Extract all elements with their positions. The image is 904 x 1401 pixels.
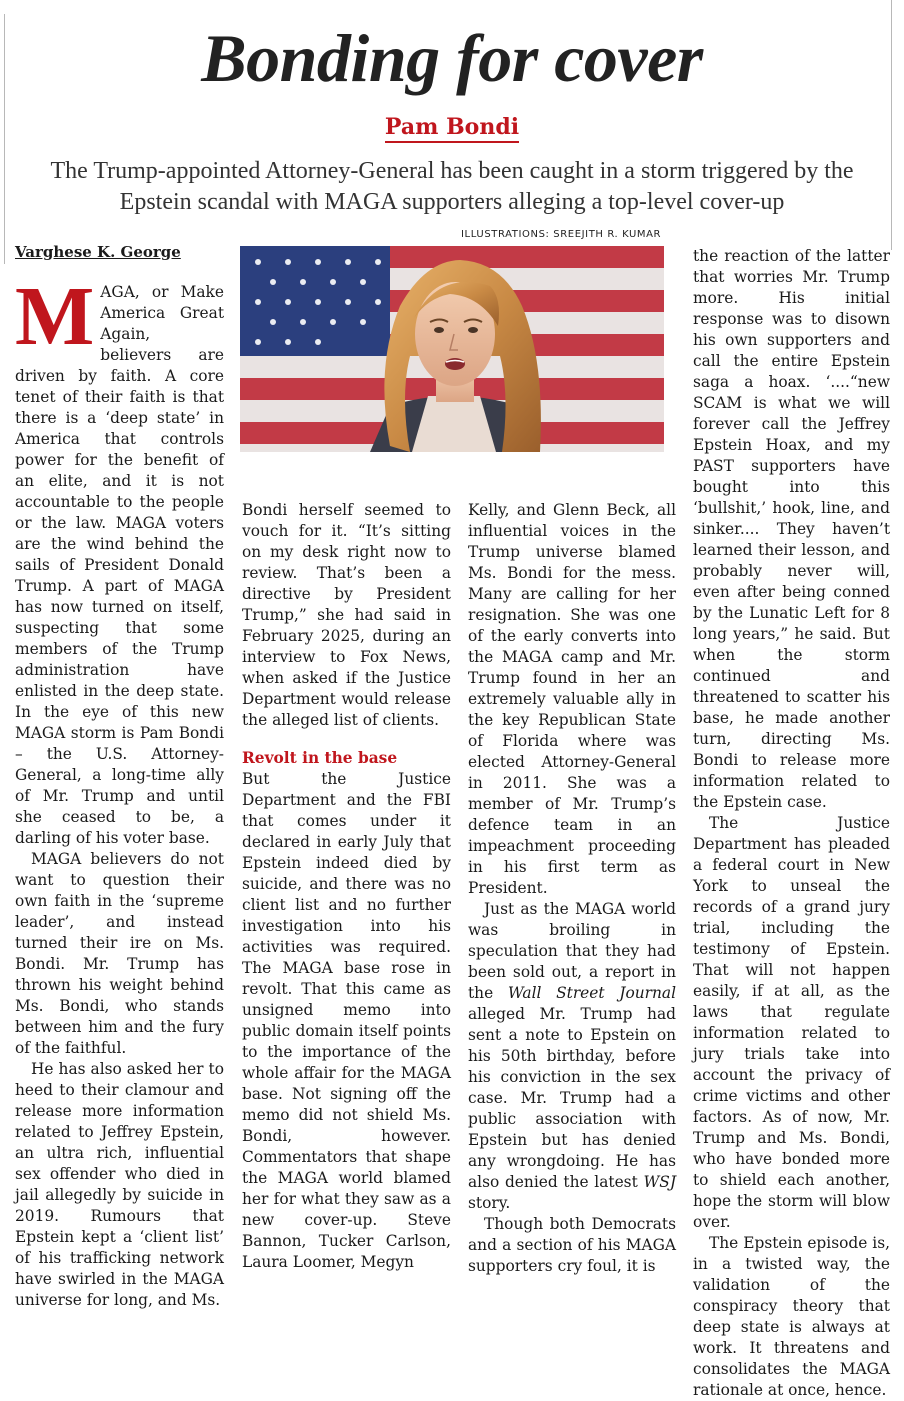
paragraph: He has also asked her to heed to their clamour and release more information related to Jeffrey Epstein, an ultra rich, influential sex offender who died in jail allegedly by suicide in 2019. Rumours that Epstein kept a ‘client list’ of his trafficking network have swirled in the MAGA universe for long, and Ms.: [15, 1060, 224, 1309]
kicker-label: Pam Bondi: [385, 114, 519, 143]
paragraph: But the Justice Department and the FBI that comes under it declared in early July that Epstein indeed died by suicide, and there was no client list and no further investigation into his activities was required. The MAGA base rose in revolt. That this came as unsigned memo into public domain itself points to the importance of the whole affair for the MAGA base. Not signing off the memo did not shield Ms. Bondi, however. Commentators that shape the MAGA world blamed her for what they saw as a new cover-up. Steve Bannon, Tucker Carlson, Laura Loomer, Megyn: [242, 770, 451, 1271]
paragraph: Kelly, and Glenn Beck, all influential voices in the Trump universe blamed Ms. Bondi for the mess. Many are calling for her resignation. She was one of the early converts into the MAGA camp and Mr. Trump found in her an extremely valuable ally in the key Republican State of Florida where was elected Attorney-General in 2011. She was a member of Mr. Trump’s defence team in an impeachment proceeding in his first term as President.: [468, 501, 676, 897]
article-column-4: [693, 246, 890, 1401]
flag-canton: [240, 246, 390, 356]
subheading: Revolt in the base: [242, 749, 398, 767]
publication-abbrev: WSJ: [643, 1173, 676, 1191]
paragraph: MAGA believers do not want to question their own faith in the ‘supreme leader’, and instead turned their ire on Ms. Bondi. Mr. Trump has thrown his weight behind Ms. Bondi, who stands between him and the fury of the faithful.: [15, 850, 224, 1057]
kicker: [0, 114, 904, 140]
paragraph: MAGA, or Make America Great Again, believers are driven by faith. A core tenet of their faith is that there is a ‘deep state’ in America that controls power for the benefit of an elite, and it is not accountable to the people or the law. MAGA voters are the wind behind the sails of President Donald Trump. A part of MAGA has now turned on itself, suspecting that some members of the Trump administration have enlisted in the deep state. In the eye of this new MAGA storm is Pam Bondi – the U.S. Attorney-General, a long-time ally of Mr. Trump and until she ceased to be, a darling of his voter base.: [15, 270, 224, 847]
article-column-1: [15, 270, 224, 1311]
byline: Varghese K. George: [15, 243, 181, 261]
paragraph: The Epstein episode is, in a twisted way, the validation of the conspiracy theory that deep state is always at work. It threatens and consolidates the MAGA rationale at once, hence.: [693, 1234, 890, 1399]
publication-name: Wall Street Journal: [507, 984, 676, 1002]
paragraph: Just as the MAGA world was broiling in speculation that they had been sold out, a report in the Wall Street Journal alleged Mr. Trump had sent a note to Epstein on his 50th birthday, before his conviction in the sex case. Mr. Trump had a public association with Epstein but has denied any wrongdoing. He has also denied the latest WSJ story.: [468, 900, 676, 1212]
article-column-2: [242, 500, 451, 1273]
paragraph: Though both Democrats and a section of his MAGA supporters cry foul, it is: [468, 1215, 676, 1275]
paragraph: the reaction of the latter that worries Mr. Trump more. His initial response was to disown his own supporters and call the entire Epstein saga a hoax. ‘....“new SCAM is what we will forever call the Jeffrey Epstein Hoax, and my PAST supporters have bought into this ‘bullshit,’ hook, line, and sinker.... They haven’t learned their lesson, and probably never will, even after being conned by the Lunatic Left for 8 long years,” he said. But when the storm continued and threatened to scatter his base, he made another turn, directing Ms. Bondi to release more information related to the Epstein case.: [693, 247, 890, 811]
illustration-credit: ILLUSTRATIONS: SREEJITH R. KUMAR: [461, 229, 662, 240]
article-column-3: [468, 500, 676, 1277]
deck-summary: The Trump-appointed Attorney-General has been caught in a storm triggered by the Epstein scandal with MAGA supporters alleging a top-level cover-up: [50, 158, 854, 215]
portrait-illustration: [240, 246, 664, 452]
drop-cap: M: [15, 270, 95, 363]
illustration-pam-bondi: [240, 246, 664, 452]
paragraph: The Justice Department has pleaded a federal court in New York to unseal the records of a grand jury trial, including the testimony of Epstein. That will not happen easily, if at all, as the laws that regulate information related to jury trials take into account the privacy of crime victims and other factors. As of now, Mr. Trump and Ms. Bondi, who have bonded more to shield each another, hope the storm will blow over.: [693, 814, 890, 1231]
paragraph: Bondi herself seemed to vouch for it. “It’s sitting on my desk right now to review. That’s been a directive by President Trump,” she had said in February 2025, during an interview to Fox News, when asked if the Justice Department would release the alleged list of clients.: [242, 501, 451, 729]
headline: Bonding for cover: [201, 20, 703, 96]
